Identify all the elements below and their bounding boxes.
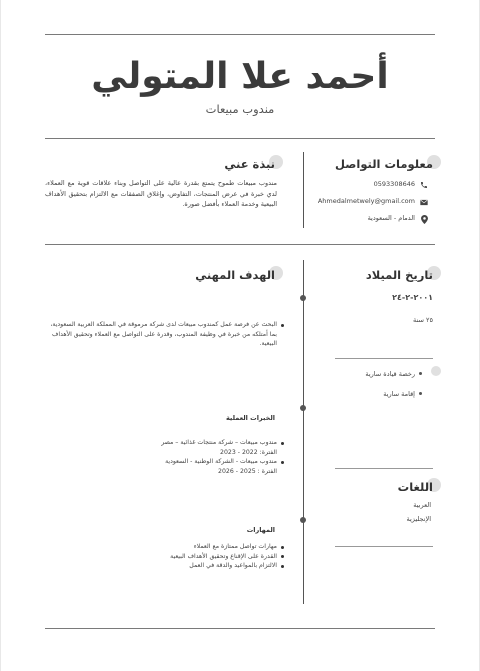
experience-period: الفترة : 2025 - 2026 [218, 467, 277, 475]
experience-item [151, 438, 285, 457]
birth-date: ٢٠٠١-٢-٢٤ [392, 293, 433, 302]
objective-list [45, 320, 285, 349]
license-item: رخصة قيادة سارية [365, 370, 415, 378]
birth-divider [335, 358, 433, 359]
experience-role: مندوب مبيعات - الشركة الوطنية - السعودية [165, 458, 277, 465]
phone-icon [419, 180, 429, 190]
skill-item: مهارات تواصل ممتازة مع العملاء [131, 542, 285, 552]
middle-divider [45, 244, 435, 245]
language-item: العربية [413, 501, 431, 509]
top-divider [45, 34, 435, 35]
phone-number: 0593308646 [373, 180, 415, 188]
licenses-title-dot [431, 366, 441, 376]
objective-title: الهدف المهني [195, 268, 275, 282]
email-address: Ahmedalmetwely@gmail.com [317, 197, 415, 205]
location-text: الدمام - السعودية [367, 214, 415, 222]
languages-divider [335, 546, 433, 547]
experience-list [151, 438, 285, 476]
licenses-divider [335, 468, 433, 469]
contact-location-row [309, 213, 429, 225]
languages-title: اللغات [397, 480, 433, 494]
contact-title: معلومات التواصل [335, 157, 433, 171]
job-title: مندوب مبيعات [205, 102, 275, 116]
objective-text: البحث عن فرصة عمل كمندوب مبيعات لدى شركة مرموقة في المملكة العربية السعودية، بما أمتلكه من خبرة في وظيفة المندوب، وقدرة على التواصل مع العملاء وتحقيق الأهداف البيعية. [45, 320, 285, 349]
experience-role: مندوب مبيعات – شركة منتجات غذائية – مصر [161, 439, 277, 446]
age: ٢٥ سنة [413, 316, 433, 324]
timeline-dot [300, 405, 306, 411]
license-item: إقامة سارية [383, 390, 415, 398]
license-bullet [419, 372, 422, 375]
timeline-line [303, 260, 304, 604]
timeline-dot [300, 517, 306, 523]
language-item: الإنجليزية [406, 515, 431, 523]
candidate-name: أحمد علا المتولي [91, 56, 389, 97]
skill-item: القدرة على الإقناع وتحقيق الأهداف البيعية [131, 552, 285, 562]
skills-list [131, 542, 285, 571]
about-text: مندوب مبيعات طموح يتمتع بقدرة عالية على التواصل وبناء علاقات قوية مع العملاء، لدي خبرة في عرض المنتجات، التفاوض، وإغلاق الصفقات مع الالتزام بتحقيق الأهداف البيعية وخدمة العملاء بأفضل صورة. [45, 179, 277, 208]
birth-title: تاريخ الميلاد [365, 268, 433, 282]
location-pin-icon [419, 214, 429, 224]
license-bullet [419, 392, 422, 395]
experience-period: الفترة: 2022 - 2023 [220, 448, 277, 456]
upper-column-divider [303, 152, 304, 228]
contact-email-row [309, 196, 429, 208]
email-icon [419, 197, 429, 207]
experience-title: الخبرات العملية [225, 414, 275, 422]
contact-phone-row [309, 179, 429, 191]
bottom-divider [45, 628, 435, 629]
skill-item: الالتزام بالمواعيد والدقة في العمل [131, 561, 285, 571]
skills-title: المهارات [246, 526, 275, 534]
about-title: نبذة عني [224, 157, 275, 171]
experience-item [151, 457, 285, 476]
timeline-dot [300, 295, 306, 301]
header-divider [45, 138, 435, 139]
